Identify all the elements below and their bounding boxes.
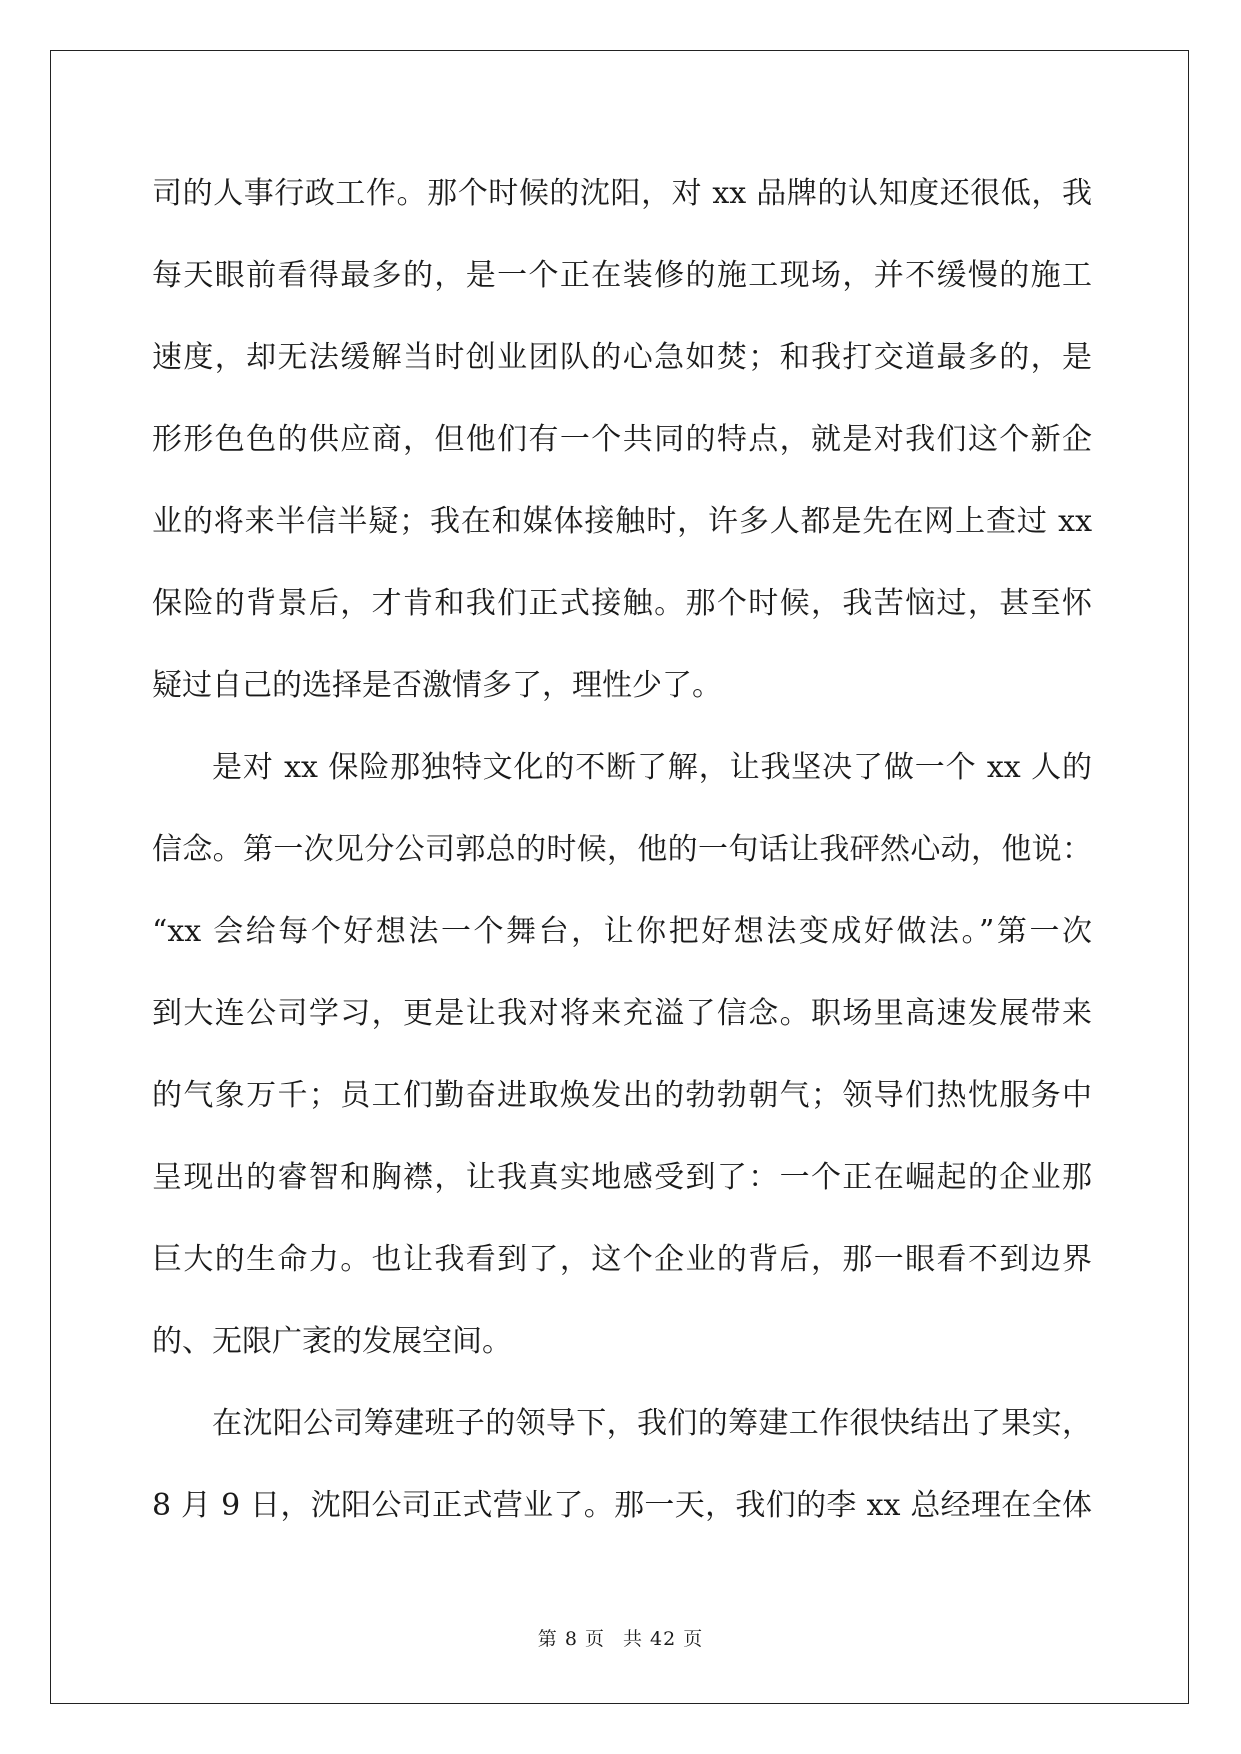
text-line: 巨大的生命力。也让我看到了，这个企业的背后，那一眼看不到边界 bbox=[152, 1242, 1092, 1277]
page-total: 共 42 页 bbox=[622, 1628, 704, 1650]
text-line: 到大连公司学习，更是让我对将来充溢了信念。职场里高速发展带来 bbox=[152, 996, 1092, 1031]
text-line: 呈现出的睿智和胸襟，让我真实地感受到了：一个正在崛起的企业那 bbox=[152, 1160, 1092, 1195]
text-line: 8 月 9 日，沈阳公司正式营业了。那一天，我们的李 xx 总经理在全体 bbox=[152, 1488, 1092, 1523]
page-number: 第 8 页 bbox=[537, 1628, 605, 1650]
text-line: 在沈阳公司筹建班子的领导下，我们的筹建工作很快结出了果实， bbox=[212, 1406, 1092, 1441]
page-footer bbox=[0, 1624, 1241, 1651]
text-line: 是对 xx 保险那独特文化的不断了解，让我坚决了做一个 xx 人的 bbox=[212, 750, 1092, 785]
text-line: 速度，却无法缓解当时创业团队的心急如焚；和我打交道最多的，是 bbox=[152, 340, 1092, 375]
text-line: “xx 会给每个好想法一个舞台，让你把好想法变成好做法。”第一次 bbox=[152, 914, 1092, 949]
text-line: 疑过自己的选择是否激情多了，理性少了。 bbox=[152, 668, 722, 703]
text-line: 保险的背景后，才肯和我们正式接触。那个时候，我苦恼过，甚至怀 bbox=[152, 586, 1092, 621]
text-line: 的、无限广袤的发展空间。 bbox=[152, 1324, 512, 1359]
document-body bbox=[152, 160, 1092, 1554]
text-line: 信念。第一次见分公司郭总的时候，他的一句话让我砰然心动，他说： bbox=[152, 832, 1092, 867]
text-line: 司的人事行政工作。那个时候的沈阳，对 xx 品牌的认知度还很低，我 bbox=[152, 176, 1092, 211]
text-line: 形形色色的供应商，但他们有一个共同的特点，就是对我们这个新企 bbox=[152, 422, 1092, 457]
text-line: 每天眼前看得最多的，是一个正在装修的施工现场，并不缓慢的施工 bbox=[152, 258, 1092, 293]
text-line: 业的将来半信半疑；我在和媒体接触时，许多人都是先在网上查过 xx bbox=[152, 504, 1092, 539]
text-line: 的气象万千；员工们勤奋进取焕发出的勃勃朝气；领导们热忱服务中 bbox=[152, 1078, 1092, 1113]
